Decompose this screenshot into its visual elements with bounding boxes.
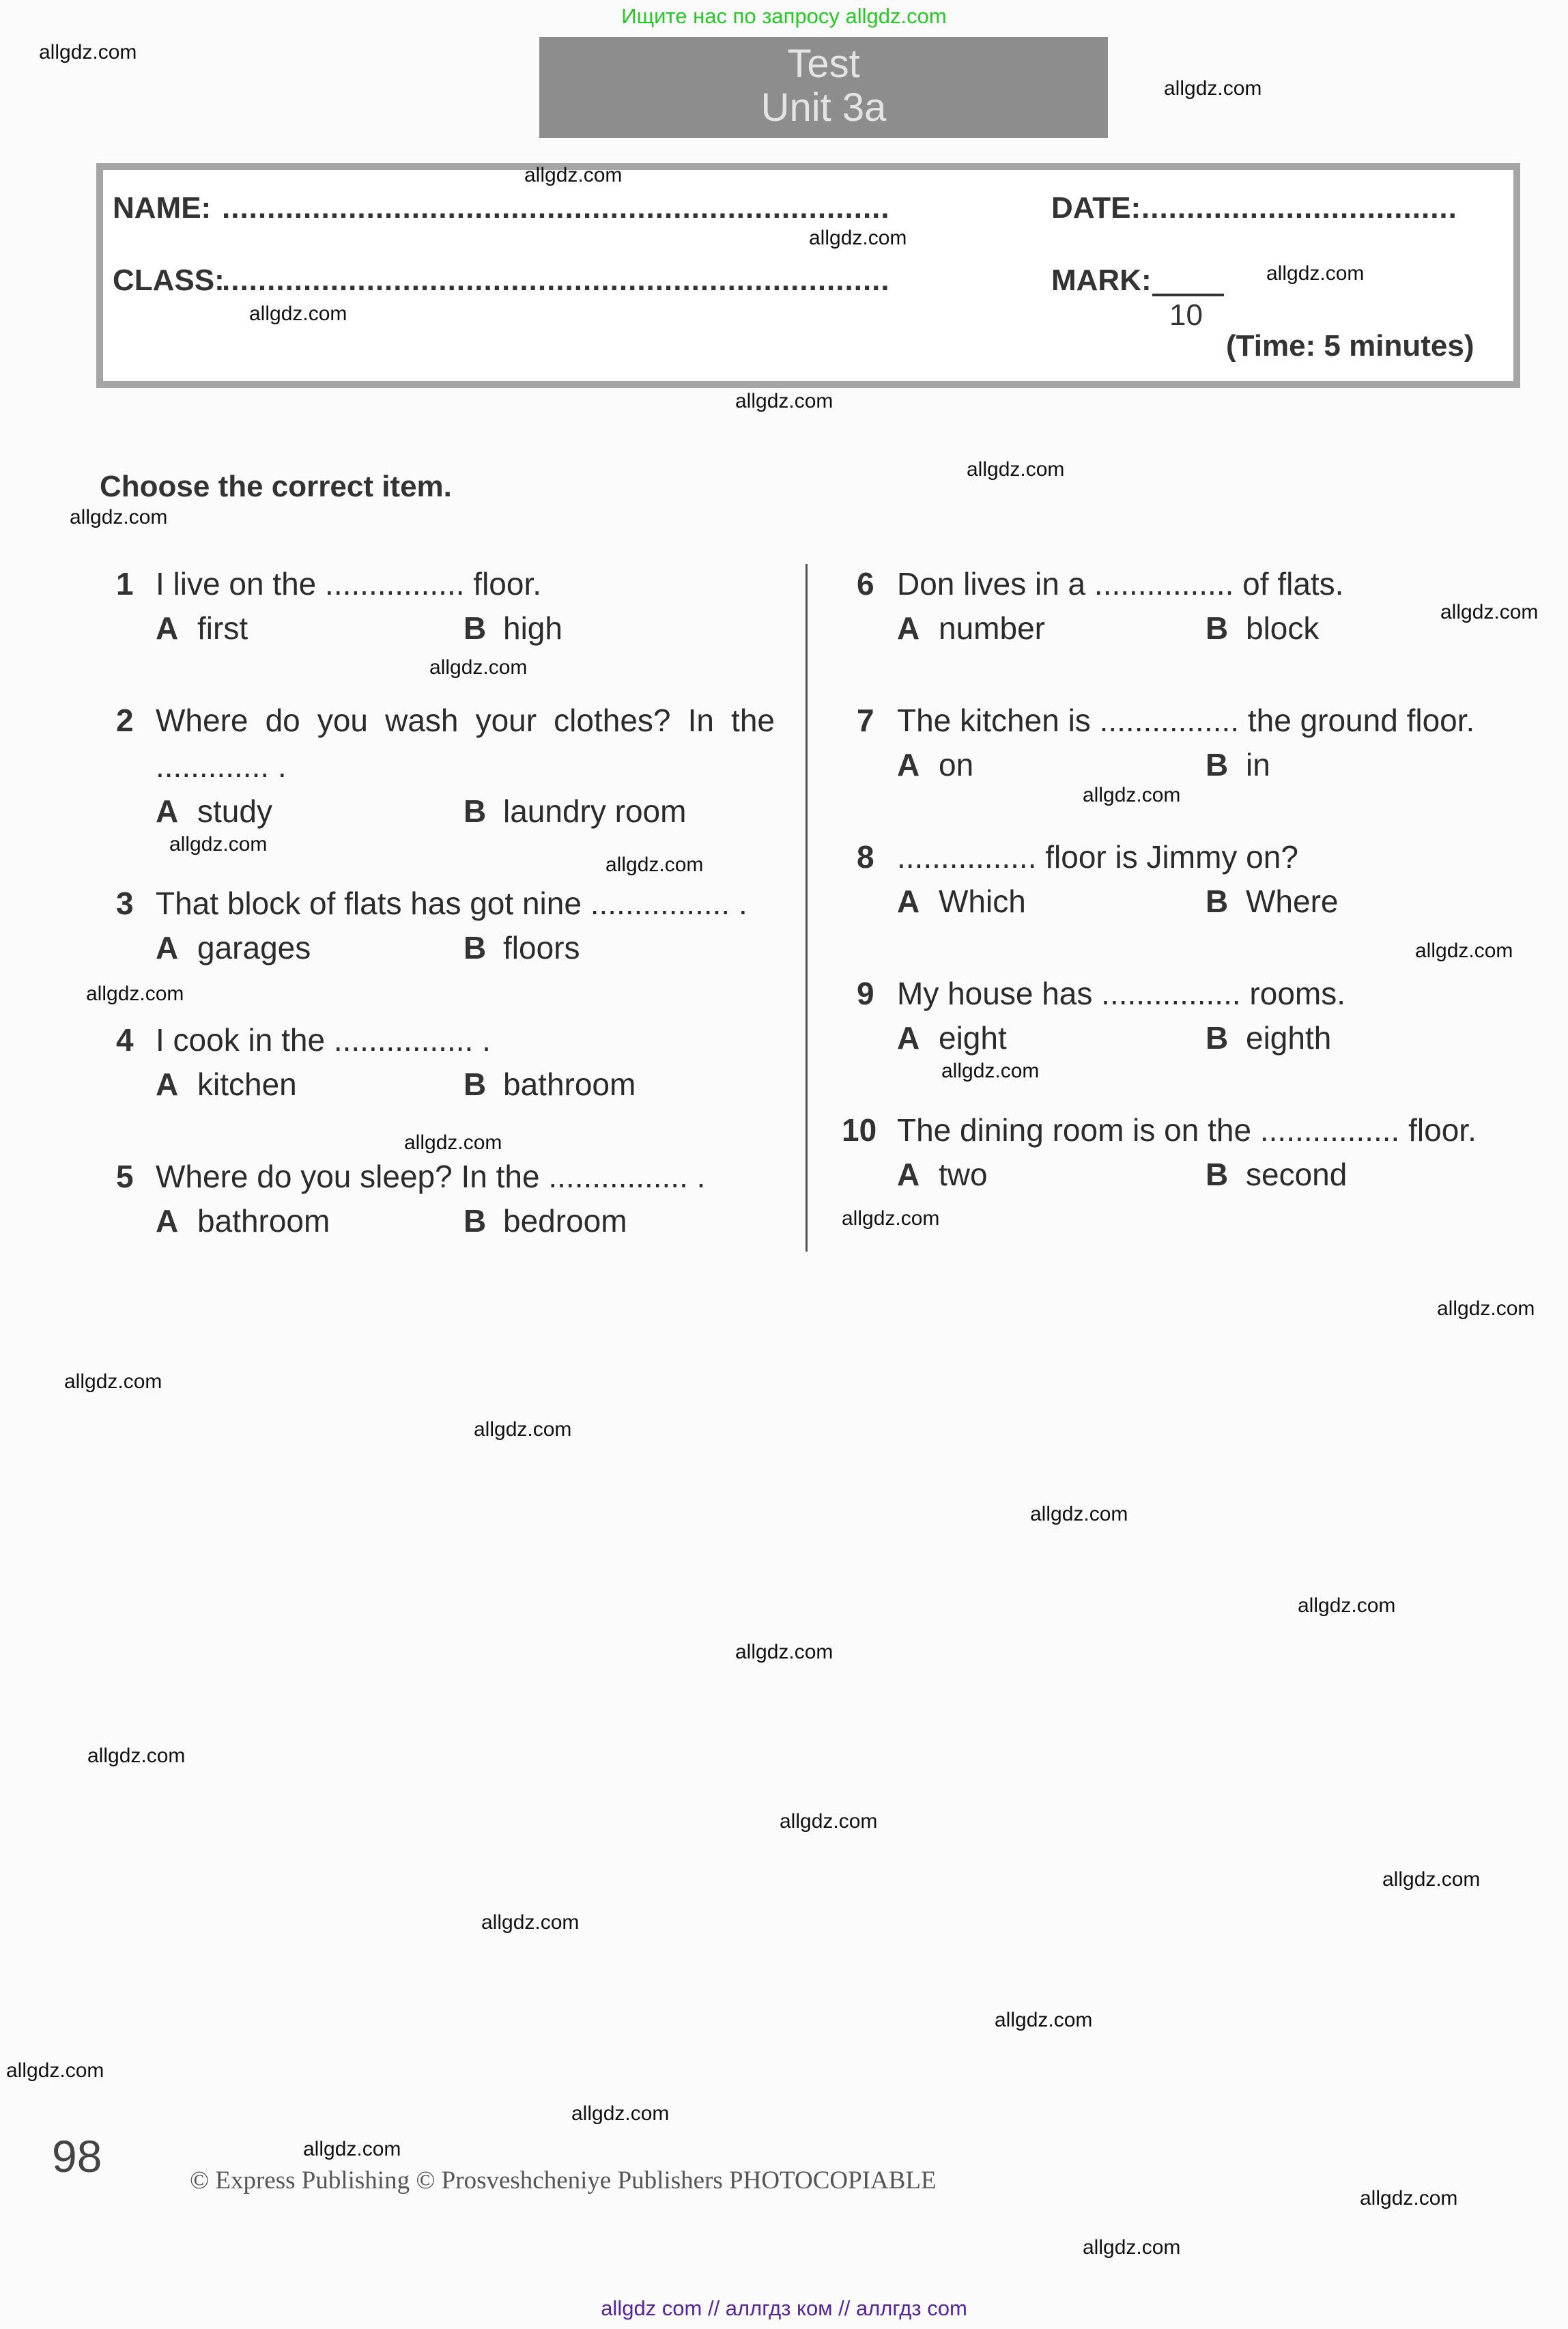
watermark-text: allgdz.com xyxy=(1164,77,1262,100)
question-number: 4 xyxy=(116,1022,134,1058)
question-number: 7 xyxy=(857,703,874,738)
question-number: 10 xyxy=(842,1112,877,1148)
instruction-heading: Choose the correct item. xyxy=(100,470,452,503)
option-a-label[interactable]: A xyxy=(897,884,920,919)
watermark-text: allgdz.com xyxy=(39,41,137,63)
question-text: Don lives in a ................ of flats. xyxy=(897,566,1344,602)
question-text: Where do you wash your clothes? In the xyxy=(156,703,775,738)
option-a-text[interactable]: number xyxy=(939,610,1045,646)
option-b-label[interactable]: B xyxy=(1206,610,1229,646)
option-a-label[interactable]: A xyxy=(156,793,179,829)
option-a-label[interactable]: A xyxy=(897,1157,920,1192)
option-b-label[interactable]: B xyxy=(1206,747,1229,782)
option-b-text[interactable]: high xyxy=(503,610,562,646)
option-a-text[interactable]: bathroom xyxy=(197,1203,330,1239)
watermark-text: allgdz.com xyxy=(87,1745,186,1767)
watermark-text: allgdz.com xyxy=(842,1207,940,1230)
question-number: 2 xyxy=(116,703,134,738)
watermark-text: allgdz.com xyxy=(605,853,704,876)
option-a-label[interactable]: A xyxy=(897,1020,920,1056)
question-text: I cook in the ................ . xyxy=(156,1022,491,1058)
option-b-label[interactable]: B xyxy=(464,1203,487,1239)
watermark-text: allgdz.com xyxy=(735,1641,833,1663)
watermark-text: allgdz.com xyxy=(474,1418,572,1441)
watermark-text: allgdz.com xyxy=(780,1810,878,1833)
column-divider xyxy=(806,564,808,1252)
option-b-text[interactable]: eighth xyxy=(1246,1020,1332,1056)
option-a-text[interactable]: garages xyxy=(197,930,311,965)
watermark-text: allgdz.com xyxy=(429,656,528,679)
watermark-text: allgdz.com xyxy=(967,458,1065,481)
watermark-text: allgdz.com xyxy=(1083,784,1181,806)
site-banner-top[interactable]: Ищите нас по запросу allgdz.com xyxy=(621,4,947,28)
option-a-label[interactable]: A xyxy=(156,1203,179,1239)
question-number: 1 xyxy=(116,566,134,602)
question-text: That block of flats has got nine ................ . xyxy=(156,886,747,921)
mark-label: MARK: xyxy=(1051,264,1152,297)
option-b-label[interactable]: B xyxy=(464,793,487,829)
test-title-box xyxy=(539,37,1108,138)
watermark-text: allgdz.com xyxy=(70,506,168,528)
option-b-text[interactable]: floors xyxy=(503,930,580,965)
question-number: 3 xyxy=(116,886,134,921)
watermark-text: allgdz.com xyxy=(571,2102,670,2125)
name-field[interactable]: .......................................................................... xyxy=(222,191,890,225)
option-a-text[interactable]: eight xyxy=(939,1020,1007,1056)
class-field[interactable]: .......................................................................... xyxy=(222,264,890,297)
option-b-label[interactable]: B xyxy=(1206,1020,1229,1056)
page-number: 98 xyxy=(52,2131,102,2182)
question-number: 6 xyxy=(857,566,874,602)
date-label: DATE: xyxy=(1051,191,1141,225)
watermark-text: allgdz.com xyxy=(809,227,907,249)
option-a-label[interactable]: A xyxy=(897,747,920,782)
option-b-text[interactable]: bathroom xyxy=(503,1067,636,1102)
watermark-text: allgdz.com xyxy=(1266,262,1365,285)
option-a-text[interactable]: first xyxy=(197,610,248,646)
option-b-label[interactable]: B xyxy=(464,610,487,646)
name-label: NAME: xyxy=(113,191,212,225)
watermark-text: allgdz.com xyxy=(1030,1503,1128,1525)
watermark-text: allgdz.com xyxy=(1415,940,1513,962)
option-b-text[interactable]: bedroom xyxy=(503,1203,627,1239)
watermark-text: allgdz.com xyxy=(249,302,347,325)
copyright-notice: © Express Publishing © Prosveshcheniye Publishers PHOTOCOPIABLE xyxy=(190,2166,937,2194)
option-b-label[interactable]: B xyxy=(1206,884,1229,919)
option-a-text[interactable]: study xyxy=(197,793,272,829)
option-b-text[interactable]: in xyxy=(1246,747,1270,782)
watermark-text: allgdz.com xyxy=(6,2059,104,2082)
question-number: 5 xyxy=(116,1159,134,1194)
option-a-text[interactable]: two xyxy=(939,1157,988,1192)
watermark-text: allgdz.com xyxy=(404,1131,502,1154)
watermark-text: allgdz.com xyxy=(1360,2187,1458,2210)
option-b-text[interactable]: laundry room xyxy=(503,793,687,829)
question-text: The dining room is on the ................ floor. xyxy=(897,1112,1477,1148)
watermark-text: allgdz.com xyxy=(1298,1594,1396,1617)
watermark-text: allgdz.com xyxy=(1440,601,1539,623)
option-b-label[interactable]: B xyxy=(464,930,487,965)
option-a-label[interactable]: A xyxy=(156,1067,179,1102)
time-limit: (Time: 5 minutes) xyxy=(1226,329,1474,363)
watermark-text: allgdz.com xyxy=(1437,1297,1535,1320)
option-a-label[interactable]: A xyxy=(156,930,179,965)
question-text: The kitchen is ................ the ground floor. xyxy=(897,703,1475,738)
option-a-text[interactable]: kitchen xyxy=(197,1067,297,1102)
class-label: CLASS: xyxy=(113,264,225,297)
watermark-text: allgdz.com xyxy=(303,2138,401,2160)
watermark-text: allgdz.com xyxy=(995,2009,1093,2031)
option-a-label[interactable]: A xyxy=(897,610,920,646)
question-text: ................ floor is Jimmy on? xyxy=(897,839,1298,875)
watermark-text: allgdz.com xyxy=(481,1911,580,1934)
option-b-text[interactable]: Where xyxy=(1246,884,1339,919)
watermark-text: allgdz.com xyxy=(1083,2236,1181,2259)
watermark-text: allgdz.com xyxy=(1382,1868,1481,1891)
option-a-text[interactable]: Which xyxy=(939,884,1026,919)
question-text: My house has ................ rooms. xyxy=(897,976,1346,1011)
question-text: I live on the ................ floor. xyxy=(156,566,542,602)
date-field[interactable]: ................................... xyxy=(1141,191,1457,225)
option-a-text[interactable]: on xyxy=(939,747,974,782)
option-b-label[interactable]: B xyxy=(1206,1157,1229,1192)
option-b-text[interactable]: second xyxy=(1246,1157,1348,1192)
site-banner-bottom[interactable]: allgdz com // аллгдз ком // аллгдз com xyxy=(601,2296,967,2320)
question-text: ............. . xyxy=(156,748,287,784)
watermark-text: allgdz.com xyxy=(64,1370,162,1393)
option-b-text[interactable]: block xyxy=(1246,610,1320,646)
watermark-text: allgdz.com xyxy=(524,164,623,186)
question-number: 9 xyxy=(857,976,874,1011)
title-line-1: Test xyxy=(787,42,860,86)
watermark-text: allgdz.com xyxy=(86,983,184,1005)
watermark-text: allgdz.com xyxy=(941,1060,1040,1082)
question-text: Where do you sleep? In the ................ . xyxy=(156,1159,706,1194)
mark-total: 10 xyxy=(1169,298,1203,332)
option-a-label[interactable]: A xyxy=(156,610,179,646)
mark-field-line[interactable] xyxy=(1152,294,1224,296)
title-line-2: Unit 3a xyxy=(760,85,887,130)
question-number: 8 xyxy=(857,839,874,875)
watermark-text: allgdz.com xyxy=(735,390,833,412)
watermark-text: allgdz.com xyxy=(169,833,268,856)
option-b-label[interactable]: B xyxy=(464,1067,487,1102)
